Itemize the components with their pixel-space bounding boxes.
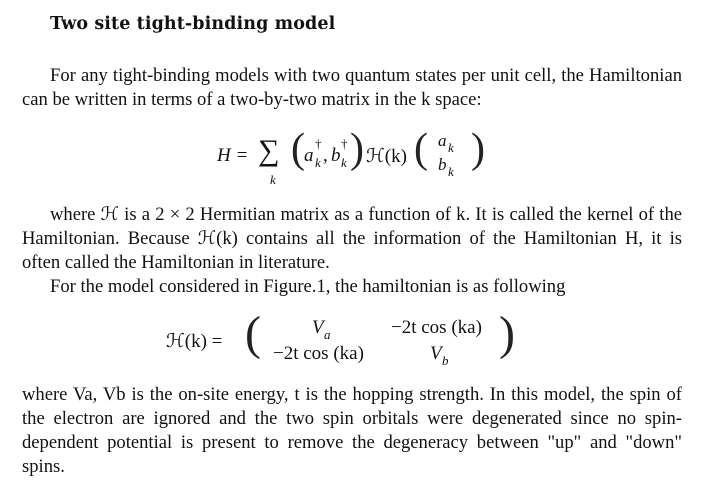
eq1-row-paren-right: ) bbox=[350, 126, 364, 172]
eq1-kernel: ℋ(k) bbox=[366, 146, 407, 167]
eq1-col-paren-left: ( bbox=[414, 126, 428, 172]
eq1-lhs: H = bbox=[217, 145, 249, 166]
eq1-col-bot-sub: k bbox=[448, 164, 454, 179]
eq2-m21: −2t cos (ka) bbox=[273, 343, 364, 364]
paragraph-intro-text: For any tight-binding models with two quantum states per unit cell, the Hamiltonian can be written in terms of a two-by-two matrix in the k space: bbox=[22, 65, 682, 110]
eq2-paren-left: ( bbox=[245, 307, 261, 360]
eq2-paren-right: ) bbox=[499, 307, 515, 360]
eq1-row-b-sup: † bbox=[341, 136, 348, 151]
eq2-m22: V bbox=[430, 343, 442, 364]
eq1-col-paren-right: ) bbox=[471, 126, 485, 172]
paragraph-intro bbox=[22, 64, 682, 112]
eq1-sum-index: k bbox=[270, 172, 276, 187]
paragraph-model-text: For the model considered in Figure.1, the hamiltonian is as following bbox=[50, 276, 566, 297]
eq2-lhs: ℋ(k) = bbox=[166, 331, 223, 352]
paragraph-onsite bbox=[22, 383, 682, 479]
eq1-row-paren-left: ( bbox=[291, 126, 305, 172]
eq2-m12: −2t cos (ka) bbox=[391, 317, 482, 338]
eq1-col-top: a bbox=[438, 131, 447, 150]
eq1-row-b: b bbox=[331, 145, 341, 166]
eq1-row-a-sup: † bbox=[315, 136, 322, 151]
eq1-sum-symbol: ∑ bbox=[258, 134, 280, 167]
eq1-col-bot: b bbox=[438, 155, 447, 174]
eq2-m11-sub: a bbox=[324, 327, 331, 342]
eq1-row-a: a bbox=[304, 145, 314, 166]
equation-kernel-matrix bbox=[0, 308, 705, 374]
eq2-m11: V bbox=[312, 317, 324, 338]
eq1-row-a-sub: k bbox=[315, 155, 321, 170]
equation-hamiltonian bbox=[0, 128, 705, 190]
section-title: Two site tight-binding model bbox=[50, 14, 336, 34]
eq1-col-top-sub: k bbox=[448, 140, 454, 155]
paragraph-model bbox=[22, 275, 682, 299]
paragraph-kernel bbox=[22, 203, 682, 275]
eq1-row-b-sub: k bbox=[341, 155, 347, 170]
eq1-row-comma: , bbox=[323, 145, 328, 166]
eq2-m22-sub: b bbox=[442, 353, 449, 368]
paragraph-kernel-text: where ℋ is a 2 × 2 Hermitian matrix as a function of k. It is called the kernel of the Hamiltonian. Because ℋ(k) contains all the information of the Hamiltonian H, it is often called the Hamiltonian in literature. bbox=[22, 204, 682, 273]
paragraph-onsite-text: where Va, Vb is the on-site energy, t is the hopping strength. In this model, the spin of the electron are ignored and the two spin orbitals were degenerated since no spin-dependent potential is present to remove the degeneracy between "up" and "down" spins. bbox=[22, 384, 682, 477]
